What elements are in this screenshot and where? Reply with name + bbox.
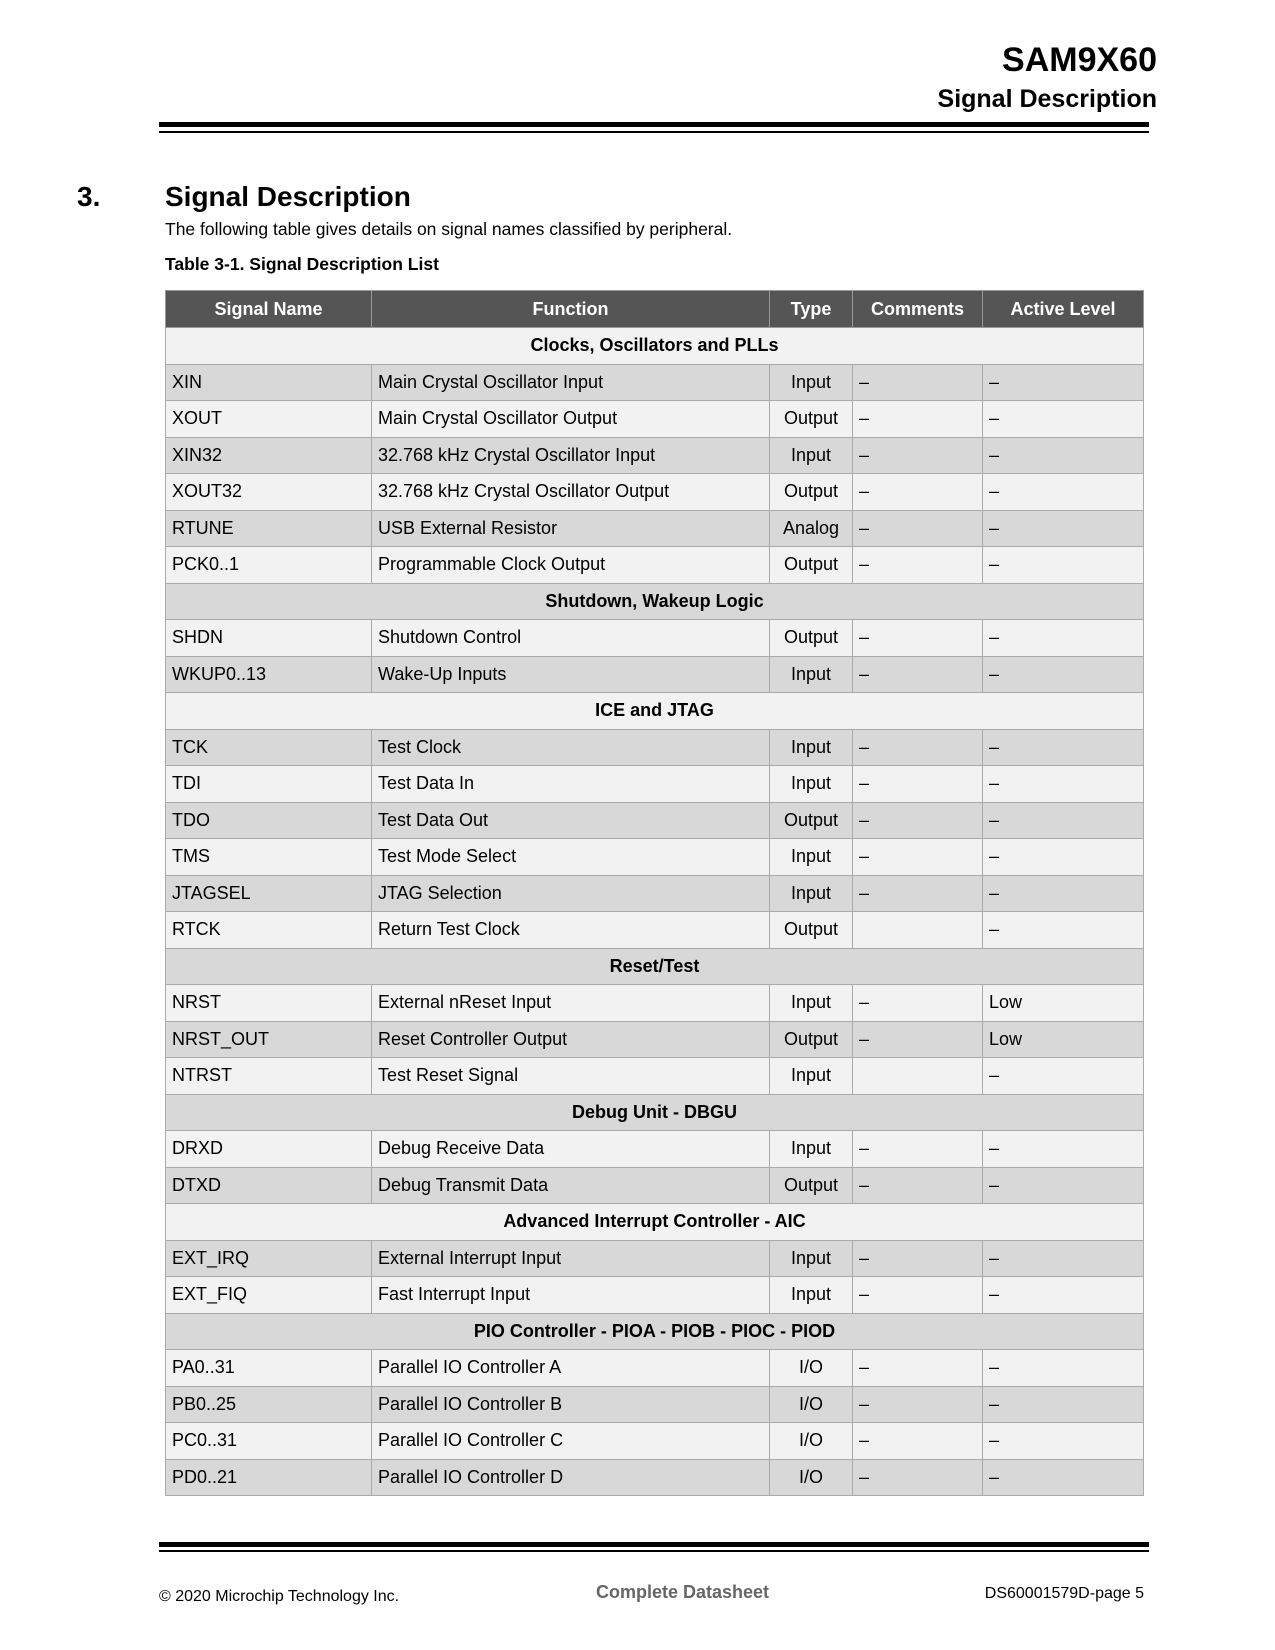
signal-name-cell: RTCK bbox=[166, 912, 372, 949]
active-level-cell: – bbox=[983, 364, 1144, 401]
signal-name-cell: JTAGSEL bbox=[166, 875, 372, 912]
signal-name-cell: PCK0..1 bbox=[166, 547, 372, 584]
signal-name-cell: WKUP0..13 bbox=[166, 656, 372, 693]
function-cell: 32.768 kHz Crystal Oscillator Output bbox=[372, 474, 770, 511]
active-level-cell: – bbox=[983, 729, 1144, 766]
table-caption: Table 3-1. Signal Description List bbox=[165, 254, 439, 274]
signal-name-cell: TCK bbox=[166, 729, 372, 766]
comments-cell: – bbox=[853, 510, 983, 547]
table-row bbox=[166, 1021, 1144, 1058]
active-level-cell: – bbox=[983, 766, 1144, 803]
signal-name-cell: XOUT32 bbox=[166, 474, 372, 511]
type-cell: Input bbox=[770, 875, 853, 912]
active-level-cell: – bbox=[983, 510, 1144, 547]
table-row bbox=[166, 656, 1144, 693]
function-cell: Test Data In bbox=[372, 766, 770, 803]
active-level-cell: – bbox=[983, 1350, 1144, 1387]
table-row bbox=[166, 1131, 1144, 1168]
table-row bbox=[166, 437, 1144, 474]
type-cell: Input bbox=[770, 729, 853, 766]
active-level-cell: – bbox=[983, 474, 1144, 511]
active-level-cell: – bbox=[983, 1459, 1144, 1496]
function-cell: USB External Resistor bbox=[372, 510, 770, 547]
type-cell: Input bbox=[770, 437, 853, 474]
comments-cell: – bbox=[853, 1350, 983, 1387]
active-level-cell: – bbox=[983, 875, 1144, 912]
table-row bbox=[166, 1277, 1144, 1314]
active-level-cell: Low bbox=[983, 1021, 1144, 1058]
comments-cell: – bbox=[853, 985, 983, 1022]
signal-name-cell: XOUT bbox=[166, 401, 372, 438]
function-cell: Shutdown Control bbox=[372, 620, 770, 657]
function-cell: Programmable Clock Output bbox=[372, 547, 770, 584]
group-heading: Debug Unit - DBGU bbox=[166, 1094, 1144, 1131]
function-cell: Parallel IO Controller D bbox=[372, 1459, 770, 1496]
comments-cell: – bbox=[853, 1423, 983, 1460]
active-level-cell: – bbox=[983, 1423, 1144, 1460]
signal-name-cell: SHDN bbox=[166, 620, 372, 657]
table-group-row bbox=[166, 1204, 1144, 1241]
signal-name-cell: PC0..31 bbox=[166, 1423, 372, 1460]
function-cell: Return Test Clock bbox=[372, 912, 770, 949]
function-cell: 32.768 kHz Crystal Oscillator Input bbox=[372, 437, 770, 474]
type-cell: Input bbox=[770, 1277, 853, 1314]
type-cell: Output bbox=[770, 1021, 853, 1058]
table-row bbox=[166, 1350, 1144, 1387]
table-group-row bbox=[166, 583, 1144, 620]
header-rule-thick bbox=[159, 122, 1149, 127]
table-row bbox=[166, 1167, 1144, 1204]
comments-cell: – bbox=[853, 474, 983, 511]
signal-name-cell: DRXD bbox=[166, 1131, 372, 1168]
section-intro: The following table gives details on signal names classified by peripheral. bbox=[165, 219, 733, 239]
group-heading: Shutdown, Wakeup Logic bbox=[166, 583, 1144, 620]
type-cell: Input bbox=[770, 766, 853, 803]
active-level-cell: – bbox=[983, 620, 1144, 657]
function-cell: Main Crystal Oscillator Input bbox=[372, 364, 770, 401]
function-cell: Parallel IO Controller B bbox=[372, 1386, 770, 1423]
column-header-active-level: Active Level bbox=[983, 291, 1144, 328]
function-cell: Parallel IO Controller A bbox=[372, 1350, 770, 1387]
group-heading: Clocks, Oscillators and PLLs bbox=[166, 328, 1144, 365]
signal-name-cell: PA0..31 bbox=[166, 1350, 372, 1387]
active-level-cell: – bbox=[983, 1240, 1144, 1277]
type-cell: Input bbox=[770, 364, 853, 401]
signal-name-cell: XIN32 bbox=[166, 437, 372, 474]
page-header bbox=[938, 40, 1157, 114]
active-level-cell: – bbox=[983, 1386, 1144, 1423]
comments-cell: – bbox=[853, 401, 983, 438]
type-cell: Input bbox=[770, 839, 853, 876]
type-cell: Output bbox=[770, 1167, 853, 1204]
table-row bbox=[166, 912, 1144, 949]
section-number: 3. bbox=[77, 181, 101, 212]
function-cell: Test Data Out bbox=[372, 802, 770, 839]
comments-cell: – bbox=[853, 839, 983, 876]
active-level-cell: – bbox=[983, 656, 1144, 693]
signal-name-cell: PB0..25 bbox=[166, 1386, 372, 1423]
active-level-cell: – bbox=[983, 802, 1144, 839]
active-level-cell: – bbox=[983, 401, 1144, 438]
type-cell: Analog bbox=[770, 510, 853, 547]
comments-cell: – bbox=[853, 364, 983, 401]
column-header-signal-name: Signal Name bbox=[166, 291, 372, 328]
function-cell: Main Crystal Oscillator Output bbox=[372, 401, 770, 438]
table-row bbox=[166, 1459, 1144, 1496]
function-cell: Debug Receive Data bbox=[372, 1131, 770, 1168]
signal-name-cell: XIN bbox=[166, 364, 372, 401]
type-cell: Output bbox=[770, 912, 853, 949]
comments-cell: – bbox=[853, 1277, 983, 1314]
table-row bbox=[166, 474, 1144, 511]
footer-rule-thick bbox=[159, 1542, 1149, 1547]
group-heading: PIO Controller - PIOA - PIOB - PIOC - PIOD bbox=[166, 1313, 1144, 1350]
table-row bbox=[166, 985, 1144, 1022]
group-heading: Advanced Interrupt Controller - AIC bbox=[166, 1204, 1144, 1241]
comments-cell: – bbox=[853, 656, 983, 693]
signal-name-cell: TDI bbox=[166, 766, 372, 803]
active-level-cell: – bbox=[983, 1131, 1144, 1168]
table-group-row bbox=[166, 328, 1144, 365]
type-cell: Output bbox=[770, 802, 853, 839]
table-row bbox=[166, 1386, 1144, 1423]
column-header-type: Type bbox=[770, 291, 853, 328]
table-group-row bbox=[166, 1094, 1144, 1131]
table-row bbox=[166, 839, 1144, 876]
signal-name-cell: TMS bbox=[166, 839, 372, 876]
function-cell: Test Clock bbox=[372, 729, 770, 766]
column-header-comments: Comments bbox=[853, 291, 983, 328]
type-cell: Output bbox=[770, 547, 853, 584]
comments-cell: – bbox=[853, 437, 983, 474]
table-row bbox=[166, 620, 1144, 657]
comments-cell: – bbox=[853, 1240, 983, 1277]
table-row bbox=[166, 875, 1144, 912]
type-cell: I/O bbox=[770, 1459, 853, 1496]
type-cell: Output bbox=[770, 474, 853, 511]
function-cell: Fast Interrupt Input bbox=[372, 1277, 770, 1314]
active-level-cell: – bbox=[983, 839, 1144, 876]
type-cell: I/O bbox=[770, 1423, 853, 1460]
table-body bbox=[166, 328, 1144, 1496]
active-level-cell: – bbox=[983, 547, 1144, 584]
type-cell: Input bbox=[770, 1131, 853, 1168]
table-row bbox=[166, 547, 1144, 584]
comments-cell bbox=[853, 1058, 983, 1095]
function-cell: Debug Transmit Data bbox=[372, 1167, 770, 1204]
type-cell: Input bbox=[770, 985, 853, 1022]
table-row bbox=[166, 802, 1144, 839]
function-cell: External nReset Input bbox=[372, 985, 770, 1022]
signal-name-cell: PD0..21 bbox=[166, 1459, 372, 1496]
signal-name-cell: NRST bbox=[166, 985, 372, 1022]
table-row bbox=[166, 510, 1144, 547]
comments-cell: – bbox=[853, 547, 983, 584]
comments-cell: – bbox=[853, 1459, 983, 1496]
table-group-row bbox=[166, 948, 1144, 985]
type-cell: Input bbox=[770, 1240, 853, 1277]
section-title: Signal Description bbox=[165, 181, 411, 212]
signal-name-cell: RTUNE bbox=[166, 510, 372, 547]
column-header-function: Function bbox=[372, 291, 770, 328]
active-level-cell: – bbox=[983, 1058, 1144, 1095]
table-row bbox=[166, 364, 1144, 401]
footer-page-number: DS60001579D-page 5 bbox=[984, 1585, 1144, 1602]
group-heading: Reset/Test bbox=[166, 948, 1144, 985]
signal-name-cell: EXT_IRQ bbox=[166, 1240, 372, 1277]
table-row bbox=[166, 1058, 1144, 1095]
table-row bbox=[166, 401, 1144, 438]
table-group-row bbox=[166, 1313, 1144, 1350]
document-subtitle: Signal Description bbox=[937, 85, 1157, 113]
table-row bbox=[166, 729, 1144, 766]
active-level-cell: – bbox=[983, 437, 1144, 474]
header-rule-thin bbox=[159, 131, 1149, 133]
active-level-cell: – bbox=[983, 912, 1144, 949]
active-level-cell: – bbox=[983, 1277, 1144, 1314]
table-header-row bbox=[166, 291, 1144, 328]
function-cell: JTAG Selection bbox=[372, 875, 770, 912]
active-level-cell: Low bbox=[983, 985, 1144, 1022]
group-heading: ICE and JTAG bbox=[166, 693, 1144, 730]
function-cell: External Interrupt Input bbox=[372, 1240, 770, 1277]
comments-cell: – bbox=[853, 1131, 983, 1168]
function-cell: Test Mode Select bbox=[372, 839, 770, 876]
type-cell: I/O bbox=[770, 1350, 853, 1387]
function-cell: Parallel IO Controller C bbox=[372, 1423, 770, 1460]
footer-copyright: © 2020 Microchip Technology Inc. bbox=[159, 1588, 400, 1605]
type-cell: Input bbox=[770, 656, 853, 693]
type-cell: I/O bbox=[770, 1386, 853, 1423]
footer-document-type: Complete Datasheet bbox=[596, 1582, 770, 1602]
footer-rule-thin bbox=[159, 1550, 1149, 1552]
comments-cell bbox=[853, 912, 983, 949]
table-row bbox=[166, 1240, 1144, 1277]
active-level-cell: – bbox=[983, 1167, 1144, 1204]
table-group-row bbox=[166, 693, 1144, 730]
comments-cell: – bbox=[853, 620, 983, 657]
signal-name-cell: NTRST bbox=[166, 1058, 372, 1095]
comments-cell: – bbox=[853, 1386, 983, 1423]
type-cell: Output bbox=[770, 401, 853, 438]
document-title: SAM9X60 bbox=[1002, 41, 1157, 79]
signal-name-cell: NRST_OUT bbox=[166, 1021, 372, 1058]
table-row bbox=[166, 766, 1144, 803]
table-row bbox=[166, 1423, 1144, 1460]
signal-name-cell: EXT_FIQ bbox=[166, 1277, 372, 1314]
comments-cell: – bbox=[853, 1021, 983, 1058]
function-cell: Reset Controller Output bbox=[372, 1021, 770, 1058]
function-cell: Test Reset Signal bbox=[372, 1058, 770, 1095]
function-cell: Wake-Up Inputs bbox=[372, 656, 770, 693]
type-cell: Input bbox=[770, 1058, 853, 1095]
signal-name-cell: TDO bbox=[166, 802, 372, 839]
comments-cell: – bbox=[853, 1167, 983, 1204]
comments-cell: – bbox=[853, 875, 983, 912]
signal-description-table bbox=[165, 290, 1144, 1496]
comments-cell: – bbox=[853, 802, 983, 839]
comments-cell: – bbox=[853, 766, 983, 803]
type-cell: Output bbox=[770, 620, 853, 657]
comments-cell: – bbox=[853, 729, 983, 766]
signal-name-cell: DTXD bbox=[166, 1167, 372, 1204]
